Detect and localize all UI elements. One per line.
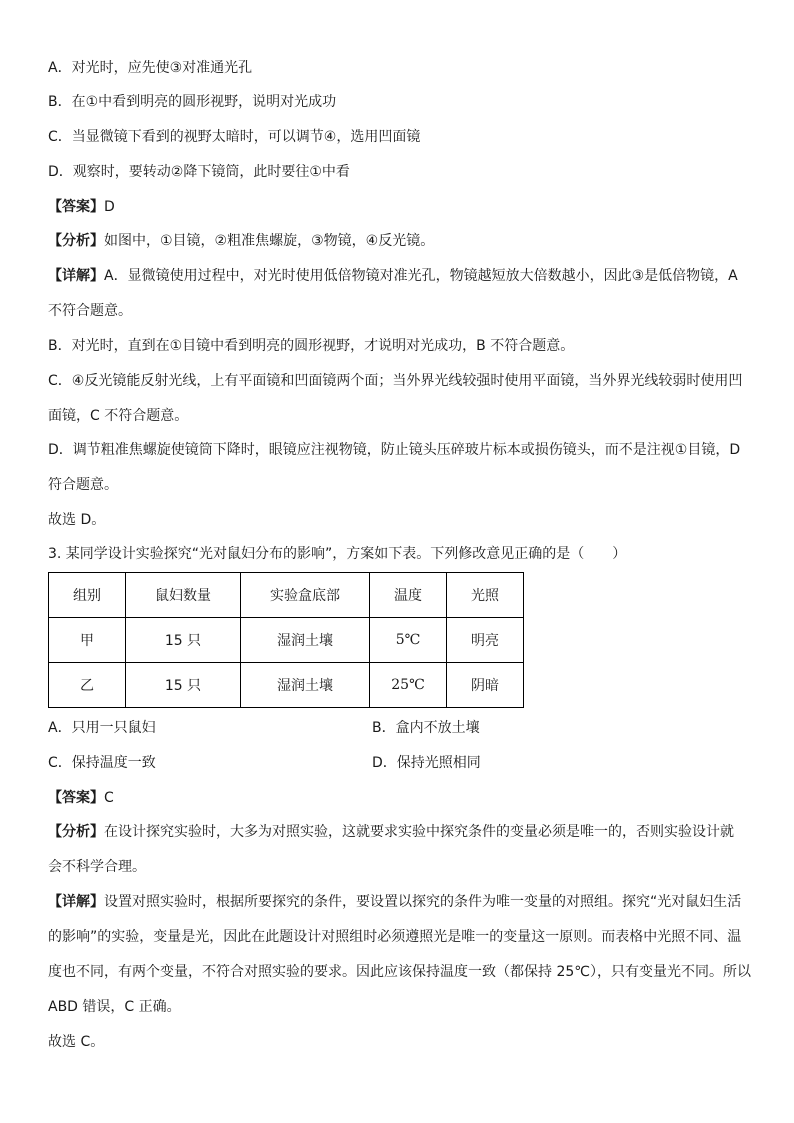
table-cell: 明亮 [447, 618, 524, 663]
option-a: A．对光时，应先使③对准通光孔 [48, 60, 253, 76]
detail-line-1 [48, 266, 738, 286]
detail-line-4: C．④反光镜能反射光线，上有平面镜和凹面镜两个面；当外界光线较强时使用平面镜，当外界光线较弱时使用凹 [48, 373, 743, 389]
table-header-cell: 组别 [49, 573, 126, 618]
table-cell: 15 只 [126, 663, 241, 708]
q3-option-c: C．保持温度一致 [48, 755, 156, 771]
q3-detail-line-4: ABD 错误，C 正确。 [48, 999, 181, 1015]
detail-line-7: 符合题意。 [48, 477, 118, 493]
table-header-row [49, 573, 524, 618]
q3-analysis-line-2: 会不科学合理。 [48, 859, 146, 875]
table-header-cell: 光照 [447, 573, 524, 618]
table-cell: 乙 [49, 663, 126, 708]
q3-answer-line [48, 788, 114, 808]
table-row [49, 618, 524, 663]
table-cell: 湿润土壤 [241, 663, 370, 708]
q3-detail-line-1 [48, 892, 741, 912]
analysis-text: 在设计探究实验时，大多为对照实验，这就要求实验中探究条件的变量必须是唯一的，否则实验设计就 [104, 824, 734, 840]
q3-detail-line-2: 的影响”的实验，变量是光，因此在此题设计对照组时必须遵照光是唯一的变量这一原则。而表格中光照不同、温 [48, 929, 742, 945]
q3-option-b: B．盒内不放土壤 [372, 720, 480, 736]
table-row [49, 663, 524, 708]
q3-option-a: A．只用一只鼠妇 [48, 720, 156, 736]
option-b: B．在①中看到明亮的圆形视野，说明对光成功 [48, 94, 337, 110]
answer-line [48, 197, 115, 217]
conclusion-line: 故选 D。 [48, 512, 106, 528]
detail-text: 设置对照实验时，根据所要探究的条件，要设置以探究的条件为唯一变量的对照组。探究“光对鼠妇生活 [104, 894, 742, 910]
detail-line-3: B．对光时，直到在①目镜中看到明亮的圆形视野，才说明对光成功，B 不符合题意。 [48, 338, 575, 354]
analysis-text: 如图中，①目镜，②粗准焦螺旋，③物镜，④反光镜。 [104, 233, 435, 249]
table-cell: 湿润土壤 [241, 618, 370, 663]
table-header-cell: 温度 [370, 573, 447, 618]
q3-option-d: D．保持光照相同 [372, 755, 481, 771]
analysis-label: 【分析】 [48, 233, 104, 249]
detail-label: 【详解】 [48, 894, 104, 910]
experiment-table [48, 572, 524, 708]
answer-value: D [104, 199, 115, 215]
detail-label: 【详解】 [48, 268, 104, 284]
table-cell: 15 只 [126, 618, 241, 663]
analysis-line [48, 231, 434, 251]
question-3-stem: 3. 某同学设计实验探究“光对鼠妇分布的影响”，方案如下表。下列修改意见正确的是（ ） [48, 546, 627, 562]
detail-line-5: 面镜，C 不符合题意。 [48, 408, 189, 424]
table-cell: 25℃ [370, 663, 447, 708]
option-c: C．当显微镜下看到的视野太暗时，可以调节④，选用凹面镜 [48, 129, 421, 145]
answer-label: 【答案】 [48, 790, 104, 806]
answer-label: 【答案】 [48, 199, 104, 215]
table-cell: 5℃ [370, 618, 447, 663]
detail-text: A．显微镜使用过程中，对光时使用低倍物镜对准光孔，物镜越短放大倍数越小，因此③是低倍物镜，A [104, 268, 738, 284]
table-cell: 甲 [49, 618, 126, 663]
answer-value: C [104, 790, 114, 806]
table-header-cell: 鼠妇数量 [126, 573, 241, 618]
q3-analysis-line-1 [48, 822, 734, 842]
option-d: D．观察时，要转动②降下镜筒，此时要往①中看 [48, 164, 350, 180]
table-header-cell: 实验盒底部 [241, 573, 370, 618]
table-cell: 阴暗 [447, 663, 524, 708]
q3-conclusion-line: 故选 C。 [48, 1034, 105, 1050]
detail-line-2: 不符合题意。 [48, 303, 132, 319]
q3-detail-line-3: 度也不同，有两个变量，不符合对照实验的要求。因此应该保持温度一致（都保持 25℃），只有变量光不同。所以 [48, 964, 751, 980]
analysis-label: 【分析】 [48, 824, 104, 840]
detail-line-6: D．调节粗准焦螺旋使镜筒下降时，眼镜应注视物镜，防止镜头压碎玻片标本或损伤镜头，而不是注视①目镜，D [48, 442, 741, 458]
